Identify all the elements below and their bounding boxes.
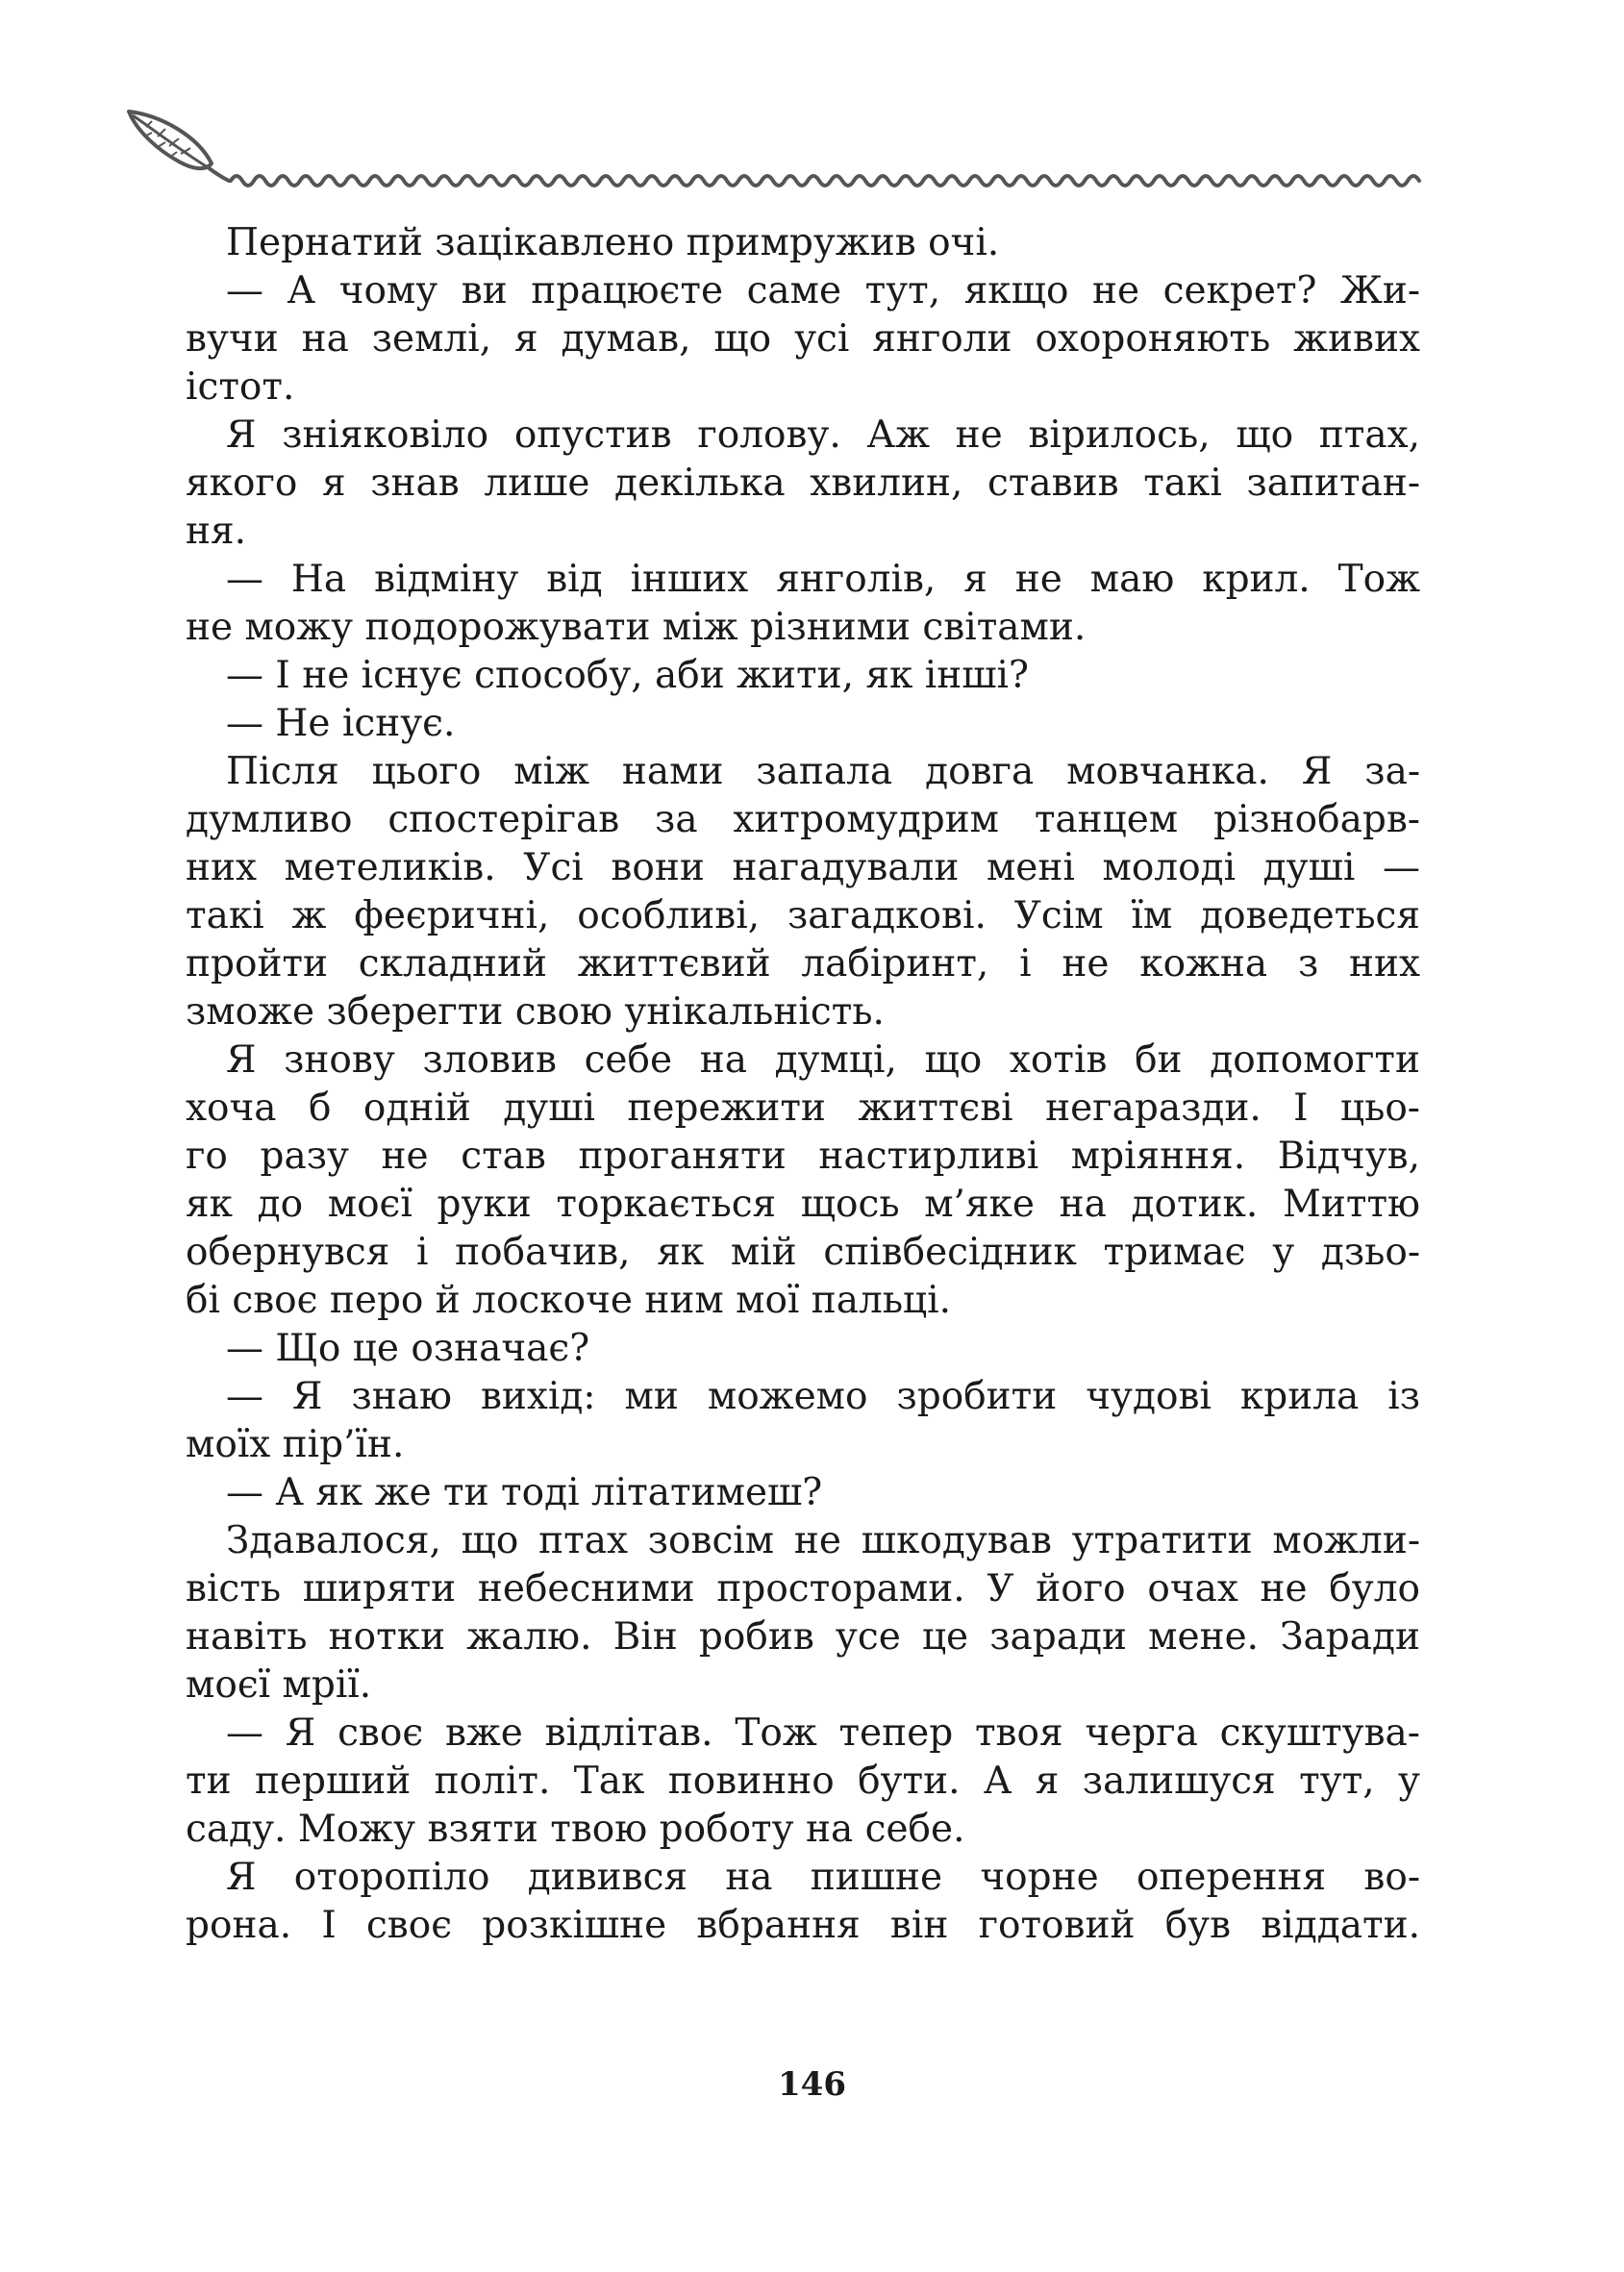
text-line: — Не існує. [226,702,456,745]
page-number: 146 [778,2065,846,2104]
text-line: обернувся і побачив, як мій співбесідник тримає у дзьо- [186,1231,1420,1274]
text-line: — А чому ви працюєте саме тут, якщо не секрет? Жи- [226,269,1420,312]
text-line: моїх пір’їн. [186,1423,405,1466]
header-ornament [123,108,1433,194]
text-line: — Я своє вже відлітав. Тож тепер твоя черга скуштува- [226,1711,1420,1755]
text-line: як до моєї руки торкається щось м’яке на дотик. Миттю [186,1183,1420,1226]
text-line: ня. [186,510,246,553]
body-text [186,219,1420,1950]
text-line: думливо спостерігав за хитромудрим танцем різнобарв- [186,798,1420,841]
text-line: — На відміну від інших янголів, я не маю крил. Тож [226,558,1420,601]
text-line: них метеликів. Усі вони нагадували мені молоді душі — [186,846,1420,889]
text-line: ти перший політ. Так повинно бути. А я залишуся тут, у [186,1760,1420,1803]
text-line: рона. І своє розкішне вбрання він готовий був віддати. [186,1904,1420,1947]
text-line: — Що це означає? [226,1327,590,1370]
text-line: Я зніяковіло опустив голову. Аж не вірилось, що птах, [226,413,1420,457]
text-line: пройти складний життєвий лабіринт, і не кожна з них [186,942,1420,986]
text-line: Здавалося, що птах зовсім не шкодував утратити можли- [226,1519,1420,1562]
text-line: навіть нотки жалю. Він робив усе це заради мене. Заради [186,1615,1420,1659]
text-line: такі ж феєричні, особливі, загадкові. Усім їм доведеться [186,894,1420,937]
text-line: Пернатий зацікавлено примружив очі. [226,221,1000,264]
text-line: го разу не став проганяти настирливі мріяння. Відчув, [186,1135,1420,1178]
text-line: істот. [186,365,295,409]
text-line: не можу подорожувати між різними світами. [186,606,1087,649]
text-line: якого я знав лише декілька хвилин, ставив такі запитан- [186,462,1420,505]
text-line: бі своє перо й лоскоче ним мої пальці. [186,1279,951,1322]
text-line: вість ширяти небесними просторами. У його очах не було [186,1567,1420,1610]
text-line: — І не існує способу, аби жити, як інші? [226,654,1029,697]
text-line: вучи на землі, я думав, що усі янголи охороняють живих [186,317,1420,361]
text-line: хоча б одній душі пережити життєві негаразди. І цьо- [186,1086,1420,1130]
text-line: — Я знаю вихід: ми можемо зробити чудові крила із [226,1375,1420,1418]
feather-quill-icon [129,112,229,181]
text-line: зможе зберегти свою унікальність. [186,990,885,1034]
wavy-line-divider [231,176,1419,186]
text-line: Я знову зловив себе на думці, що хотів би допомогти [226,1038,1420,1082]
text-line: Я оторопіло дивився на пишне чорне оперення во- [226,1856,1420,1899]
text-line: саду. Можу взяти твою роботу на себе. [186,1808,965,1851]
text-line: моєї мрії. [186,1663,372,1707]
text-line: — А як же ти тоді літатимеш? [226,1471,823,1514]
text-line: Після цього між нами запала довга мовчанка. Я за- [226,750,1420,793]
